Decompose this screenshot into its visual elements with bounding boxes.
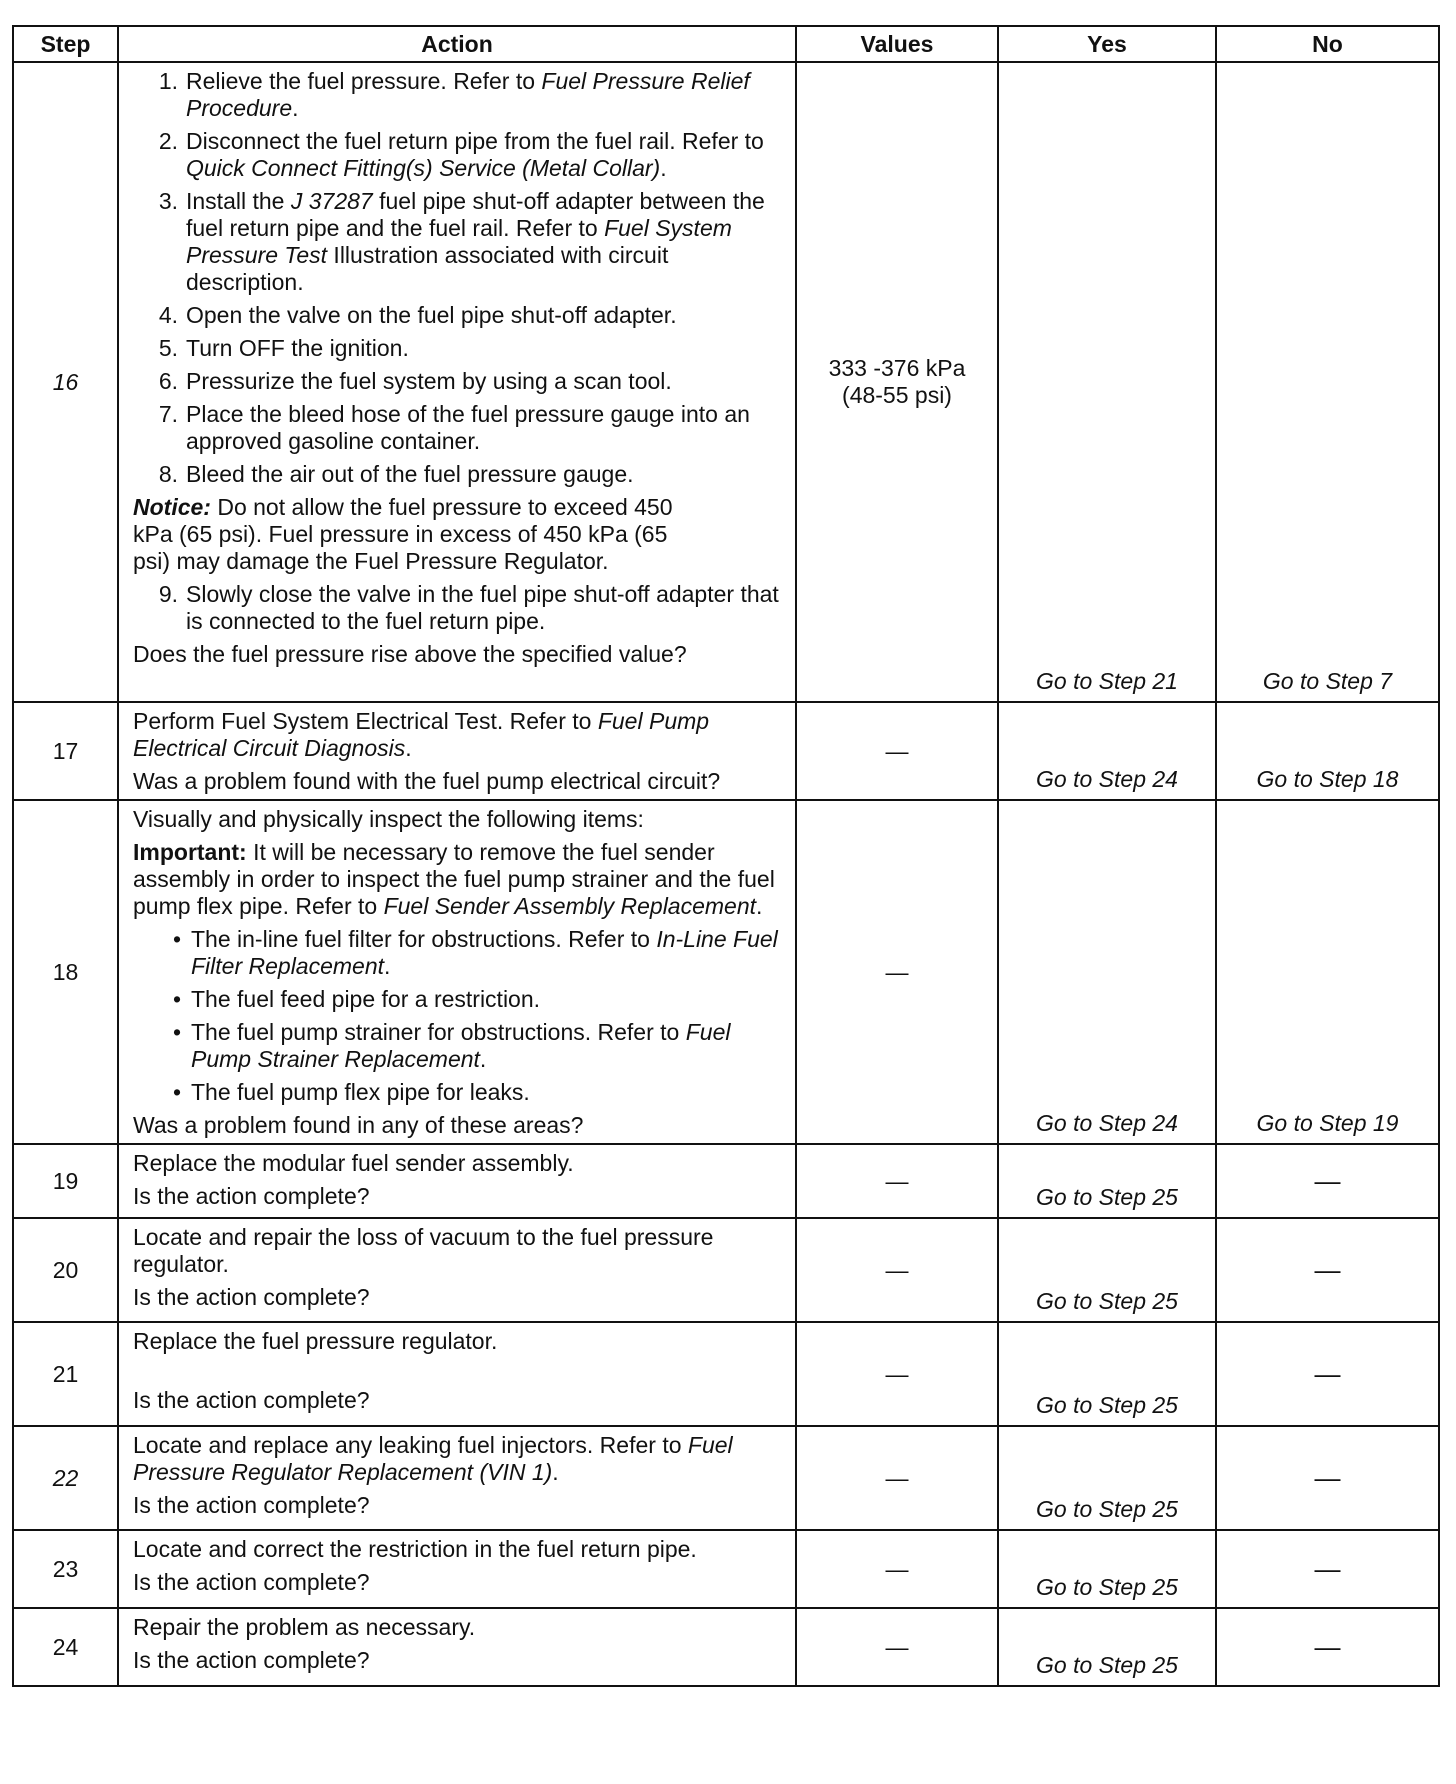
table-row-20 [13,1218,1439,1322]
intro-text: Visually and physically inspect the following items: [133,806,644,832]
action-cell [118,1426,796,1530]
table-row-19 [13,1144,1439,1218]
yes-goto: Go to Step 25 [1036,1574,1178,1600]
action-text: Locate and correct the restriction in the fuel return pipe. [133,1536,697,1562]
question-text: Is the action complete? [133,1284,370,1310]
no-cell [1216,1530,1439,1608]
notice-text: Notice: Do not allow the fuel pressure to exceed 450 kPa (65 psi). Fuel pressure in excess of 450 kPa (65 psi) may damage the Fuel Pressure Regulator. [133,494,673,574]
action-text: Replace the modular fuel sender assembly. [133,1150,574,1176]
yes-cell [998,1144,1216,1218]
empty-dash: — [1314,1165,1341,1196]
question-text: Is the action complete? [133,1183,370,1209]
table-row-18 [13,800,1439,1144]
action-cell [118,1218,796,1322]
step-number: 22 [13,1426,118,1530]
no-cell [1216,1218,1439,1322]
empty-dash: — [885,1633,909,1660]
action-cell [118,1608,796,1686]
value-cell [796,800,998,1144]
value-cell [796,1322,998,1426]
yes-goto: Go to Step 25 [1036,1392,1178,1418]
header-action: Action [118,26,796,62]
no-goto: Go to Step 18 [1256,766,1399,792]
table-row-24 [13,1608,1439,1686]
list-item: • The fuel pump strainer for obstructions. Refer to Fuel Pump Strainer Replacement. [172,1019,731,1072]
question-text: Is the action complete? [133,1647,370,1673]
action-text: Locate and repair the loss of vacuum to the fuel pressure regulator. [133,1224,714,1277]
table-row-17 [13,702,1439,800]
list-item: • The fuel feed pipe for a restriction. [172,986,541,1012]
step-number: 24 [13,1608,118,1686]
header-row [13,26,1439,62]
list-item: 4. Open the valve on the fuel pipe shut-off adapter. [158,302,677,328]
table-row-22 [13,1426,1439,1530]
list-item: • The in-line fuel filter for obstructions. Refer to In-Line Fuel Filter Replacement. [172,926,778,979]
step-number: 23 [13,1530,118,1608]
list-item: • The fuel pump flex pipe for leaks. [172,1079,530,1105]
yes-cell [998,800,1216,1144]
question-text: Is the action complete? [133,1492,370,1518]
empty-dash: — [885,958,909,985]
value-cell [796,1530,998,1608]
yes-cell [998,1322,1216,1426]
table-row-21 [13,1322,1439,1426]
diagnostic-table [12,25,1440,1687]
empty-dash: — [1314,1553,1341,1584]
header-values: Values [796,26,998,62]
no-cell [1216,800,1439,1144]
step-number: 20 [13,1218,118,1322]
list-item: 1. Relieve the fuel pressure. Refer to Fuel Pressure Relief Procedure. [158,68,750,121]
yes-cell [998,702,1216,800]
action-cell [118,1530,796,1608]
value-cell [796,702,998,800]
no-cell [1216,1608,1439,1686]
list-item: 7. Place the bleed hose of the fuel pressure gauge into an approved gasoline container. [158,401,750,454]
value-cell [796,62,998,702]
question-text: Was a problem found in any of these areas? [133,1112,584,1138]
action-text: Replace the fuel pressure regulator. [133,1328,498,1354]
yes-goto: Go to Step 25 [1036,1496,1178,1522]
action-text: Perform Fuel System Electrical Test. Refer to Fuel Pump Electrical Circuit Diagnosis. [133,708,710,761]
question-text: Is the action complete? [133,1387,370,1413]
header-no: No [1216,26,1439,62]
yes-goto: Go to Step 21 [1036,668,1178,694]
table-row-16 [13,62,1439,702]
list-item: 2. Disconnect the fuel return pipe from the fuel rail. Refer to Quick Connect Fitting(s) Service (Metal Collar). [158,128,764,181]
empty-dash: — [885,1256,909,1283]
empty-dash: — [1314,1358,1341,1389]
yes-goto: Go to Step 25 [1036,1288,1178,1314]
value-cell [796,1218,998,1322]
list-item: 6. Pressurize the fuel system by using a scan tool. [158,368,672,394]
yes-goto: Go to Step 24 [1036,1110,1178,1136]
empty-dash: — [885,1555,909,1582]
action-cell [118,702,796,800]
value-cell [796,1144,998,1218]
step-number: 19 [13,1144,118,1218]
empty-dash: — [885,1360,909,1387]
yes-cell [998,62,1216,702]
empty-dash: — [1314,1462,1341,1493]
no-goto: Go to Step 7 [1262,668,1393,694]
step-number: 16 [13,62,118,702]
step-number: 17 [13,702,118,800]
no-goto: Go to Step 19 [1256,1110,1399,1136]
action-cell [118,1322,796,1426]
step-number: 21 [13,1322,118,1426]
yes-cell [998,1530,1216,1608]
empty-dash: — [1314,1254,1341,1285]
yes-goto: Go to Step 25 [1036,1652,1178,1678]
list-item: 8. Bleed the air out of the fuel pressure gauge. [158,461,634,487]
yes-cell [998,1426,1216,1530]
value-cell [796,1426,998,1530]
empty-dash: — [885,737,909,764]
pressure-value: 333 -376 kPa [828,355,966,381]
no-cell [1216,702,1439,800]
table-row-23 [13,1530,1439,1608]
list-item: 9. Slowly close the valve in the fuel pipe shut-off adapter that is connected to the fuel return pipe. [158,581,779,634]
no-cell [1216,1144,1439,1218]
question-text: Is the action complete? [133,1569,370,1595]
question-text: Was a problem found with the fuel pump electrical circuit? [133,768,721,794]
list-item: 5. Turn OFF the ignition. [158,335,409,361]
list-item: 3. Install the J 37287 fuel pipe shut-off adapter between the fuel return pipe and the fuel rail. Refer to Fuel System Pressure Test Illustration associated with circuit description. [158,188,765,295]
yes-cell [998,1608,1216,1686]
yes-goto: Go to Step 24 [1036,766,1178,792]
action-cell [118,1144,796,1218]
yes-cell [998,1218,1216,1322]
value-cell [796,1608,998,1686]
header-step: Step [13,26,118,62]
empty-dash: — [1314,1631,1341,1662]
important-text: Important: It will be necessary to remove the fuel sender assembly in order to inspect the fuel pump strainer and the fuel pump flex pipe. Refer to Fuel Sender Assembly Replacement. [133,839,775,919]
no-cell [1216,1426,1439,1530]
action-cell [118,800,796,1144]
pressure-value-psi: (48-55 psi) [842,382,952,408]
no-cell [1216,62,1439,702]
no-cell [1216,1322,1439,1426]
action-text: Locate and replace any leaking fuel injectors. Refer to Fuel Pressure Regulator Replacement (VIN 1). [133,1432,733,1485]
header-yes: Yes [998,26,1216,62]
action-cell [118,62,796,702]
yes-goto: Go to Step 25 [1036,1184,1178,1210]
action-text: Repair the problem as necessary. [133,1614,476,1640]
empty-dash: — [885,1464,909,1491]
empty-dash: — [885,1167,909,1194]
step-number: 18 [13,800,118,1144]
question-text: Does the fuel pressure rise above the specified value? [133,641,687,667]
